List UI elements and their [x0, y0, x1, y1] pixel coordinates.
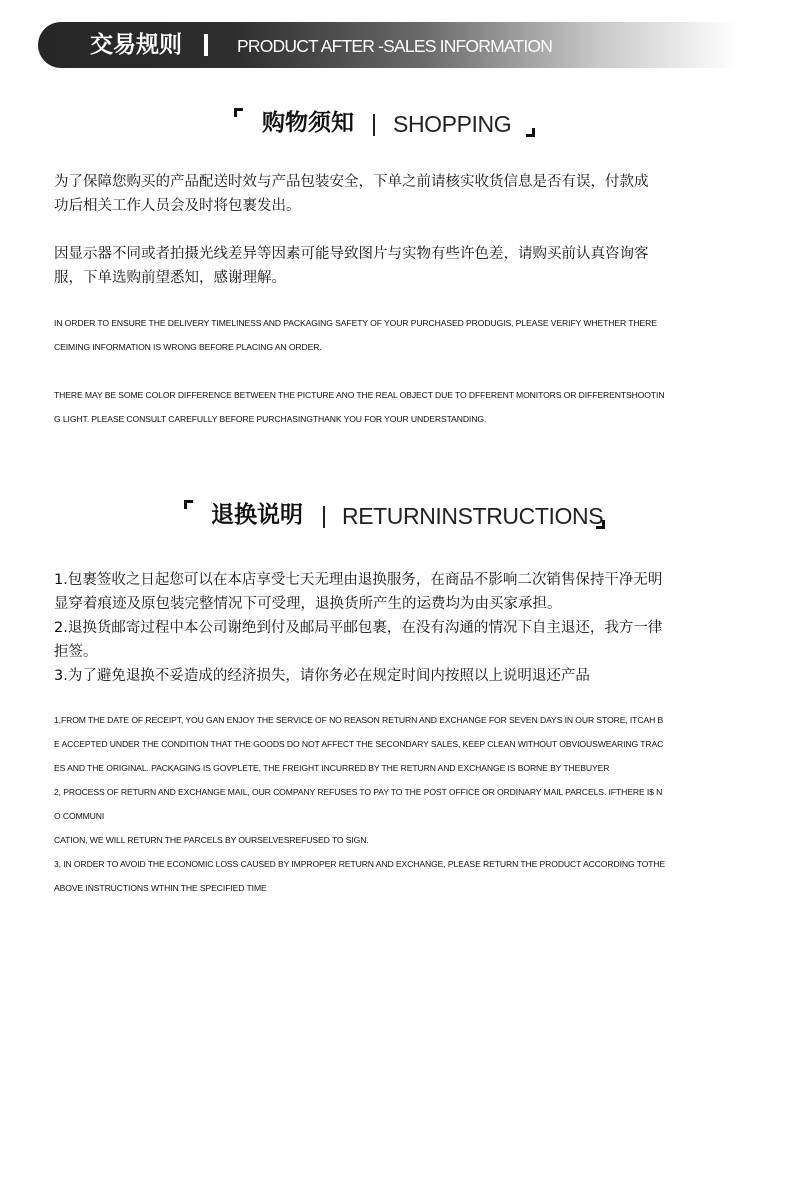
shopping-en-paragraph: [54, 383, 734, 431]
text-line: 功后相关工作人员会及时将包裹发出。: [54, 198, 301, 214]
text-line: 1,FROM THE DATE OF RECEIPT, YOU GAN ENJOY THE SERVICE OF NO REASON RETURN AND EXCHANGE FOR SEVEN DAYS IN OUR STORE, ITCAH B: [54, 715, 664, 725]
text-line: E ACCEPTED UNDER THE CONDITION THAT THE GOODS DO NOT AFFECT THE SECONDARY SALES, KEEP CLEAN WITHOUT OBVIOUSWEARING TRAC: [54, 739, 664, 749]
text-line: ABOVE INSTRUCTIONS WTHIN THE SPECIFIED TIME: [54, 883, 267, 893]
text-line: 2, PROCESS OF RETURN AND EXCHANGE MAIL, OUR COMPANY REFUSES TO PAY TO THE POST OFFICE OR ORDINARY MAIL PARCELS. IFTHERE I$ N: [54, 787, 663, 797]
text-line: O COMMUNI: [54, 811, 105, 821]
text-line: ES AND THE ORIGINAL. PACKAGING IS GOVPLETE, THE FREIGHT INCURRED BY THE RETURN AND EXCHANGE IS BORNE BY THEBUYER: [54, 763, 610, 773]
text-line: 因显示器不同或者拍摄光线差异等因素可能导致图片与实物有些许色差，请购买前认真咨询客: [54, 246, 649, 262]
banner-title: 交易规则: [90, 32, 182, 58]
shopping-heading-cn: 购物须知: [262, 110, 354, 136]
text-line: 拒签。: [54, 644, 98, 660]
banner-subtitle: PRODUCT AFTER -SALES INFORMATION: [237, 36, 553, 56]
text-line: 显穿着痕迹及原包装完整情况下可受理，退换货所产生的运费均为由买家承担。: [54, 596, 562, 612]
corner-bracket-icon: [526, 128, 535, 137]
returns-cn-paragraph: [54, 568, 734, 688]
text-line: 2.退换货邮寄过程中本公司谢绝到付及邮局平邮包裹，在没有沟通的情况下自主退还，我方一律: [54, 620, 663, 636]
shopping-cn-paragraph: [54, 170, 734, 218]
header-banner: [38, 22, 738, 68]
text-line: CEIMING INFORMATION IS WRONG BEFORE PLACING AN ORDER.: [54, 342, 322, 352]
returns-en-paragraph: [54, 708, 734, 900]
shopping-en-paragraph: [54, 311, 734, 359]
text-line: 3, IN ORDER TO AVOID THE ECONOMIC LOSS CAUSED BY IMPROPER RETURN AND EXCHANGE, PLEASE RETURN THE PRODUCT ACCORDING TOTHE: [54, 859, 666, 869]
text-line: 为了保障您购买的产品配送时效与产品包装安全，下单之前请核实收货信息是否有误，付款成: [54, 174, 649, 190]
text-line: 1.包裹签收之日起您可以在本店享受七天无理由退换服务，在商品不影响二次销售保持干净无明: [54, 572, 663, 588]
corner-bracket-icon: [596, 520, 605, 529]
text-line: G LIGHT. PLEASE CONSULT CAREFULLY BEFORE PURCHASINGTHANK YOU FOR YOUR UNDERSTANDING.: [54, 414, 487, 424]
text-line: CATION, WE WILL RETURN THE PARCELS BY OURSELVESREFUSED TO SIGN.: [54, 835, 369, 845]
returns-heading: [184, 498, 610, 538]
banner-divider: [204, 34, 208, 56]
shopping-heading-en: SHOPPING: [393, 111, 512, 137]
text-line: THERE MAY BE SOME COLOR DIFFERENCE BETWEEN THE PICTURE ANO THE REAL OBJECT DUE TO DFFERENT MONITORS OR DIFFERENTSHOOTIN: [54, 390, 665, 400]
returns-heading-cn: 退换说明: [211, 502, 303, 528]
heading-divider: [323, 506, 325, 528]
corner-bracket-icon: [184, 500, 193, 509]
shopping-heading: [234, 106, 544, 146]
text-line: 3.为了避免退换不妥造成的经济损失，请你务必在规定时间内按照以上说明退还产品: [54, 668, 590, 684]
shopping-cn-paragraph: [54, 242, 734, 290]
heading-divider: [373, 114, 375, 136]
text-line: IN ORDER TO ENSURE THE DELIVERY TIMELINESS AND PACKAGING SAFETY OF YOUR PURCHASED PRODUGIS, PLEASE VERIFY WHETHER THERE: [54, 318, 657, 328]
text-line: 服，下单选购前望悉知，感谢理解。: [54, 270, 286, 286]
returns-heading-en: RETURNINSTRUCTIONS: [342, 503, 604, 529]
corner-bracket-icon: [234, 108, 243, 117]
